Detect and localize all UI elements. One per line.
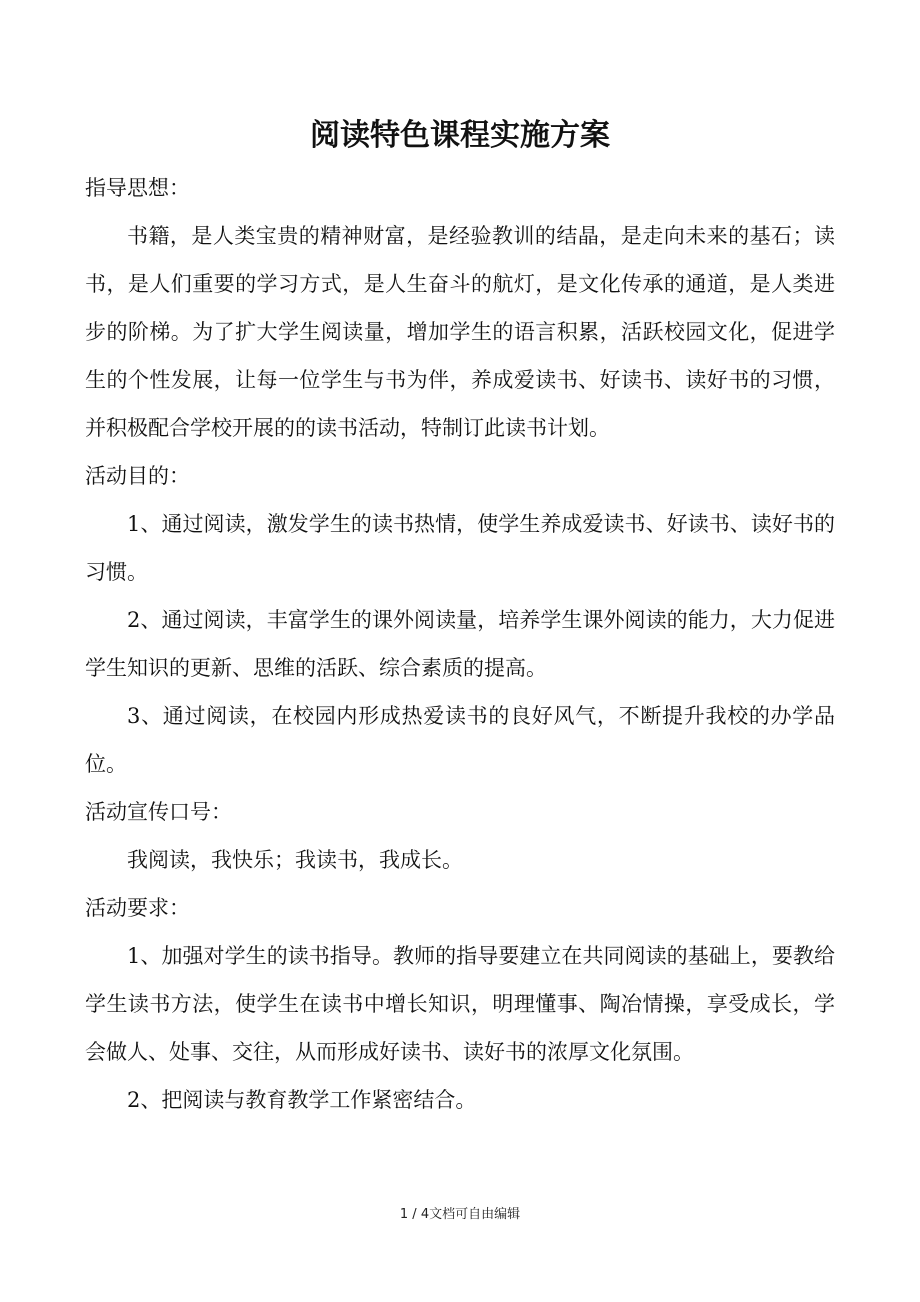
requirements-heading: 活动要求： [85,896,190,920]
slogan-text: 我阅读，我快乐；我读书，我成长。 [127,848,463,872]
guiding-thought-paragraph: 书籍，是人类宝贵的精神财富，是经验教训的结晶，是走向未来的基石；读书，是人们重要的学习方式，是人生奋斗的航灯，是文化传承的通道，是人类进步的阶梯。为了扩大学生阅读量，增加学生的语言积累，活跃校园文化，促进学生的个性发展，让每一位学生与书为伴，养成爱读书、好读书、读好书的习惯，并积极配合学校开展的的读书活动，特制订此读书计划。 [85,224,835,440]
requirements-item-2: 2、把阅读与教育教学工作紧密结合。 [127,1088,477,1112]
purpose-heading: 活动目的： [85,464,190,488]
purpose-item-1: 1、通过阅读，激发学生的读书热情，使学生养成爱读书、好读书、读好书的习惯。 [85,512,835,584]
requirements-item-1: 1、加强对学生的读书指导。教师的指导要建立在共同阅读的基础上，要教给学生读书方法，使学生在读书中增长知识，明理懂事、陶冶情操，享受成长，学会做人、处事、交往，从而形成好读书、读好书的浓厚文化氛围。 [85,944,835,1064]
purpose-item-2: 2、通过阅读，丰富学生的课外阅读量，培养学生课外阅读的能力，大力促进学生知识的更新、思维的活跃、综合素质的提高。 [85,608,835,680]
purpose-item-3: 3、通过阅读，在校园内形成热爱读书的良好风气，不断提升我校的办学品位。 [85,704,835,776]
document-body [85,164,835,1124]
slogan-heading: 活动宣传口号： [85,800,232,824]
page-footer: 1 / 4文档可自由编辑 [399,1207,521,1222]
guiding-thought-heading: 指导思想： [85,176,190,200]
document-title: 阅读特色课程实施方案 [310,118,610,153]
